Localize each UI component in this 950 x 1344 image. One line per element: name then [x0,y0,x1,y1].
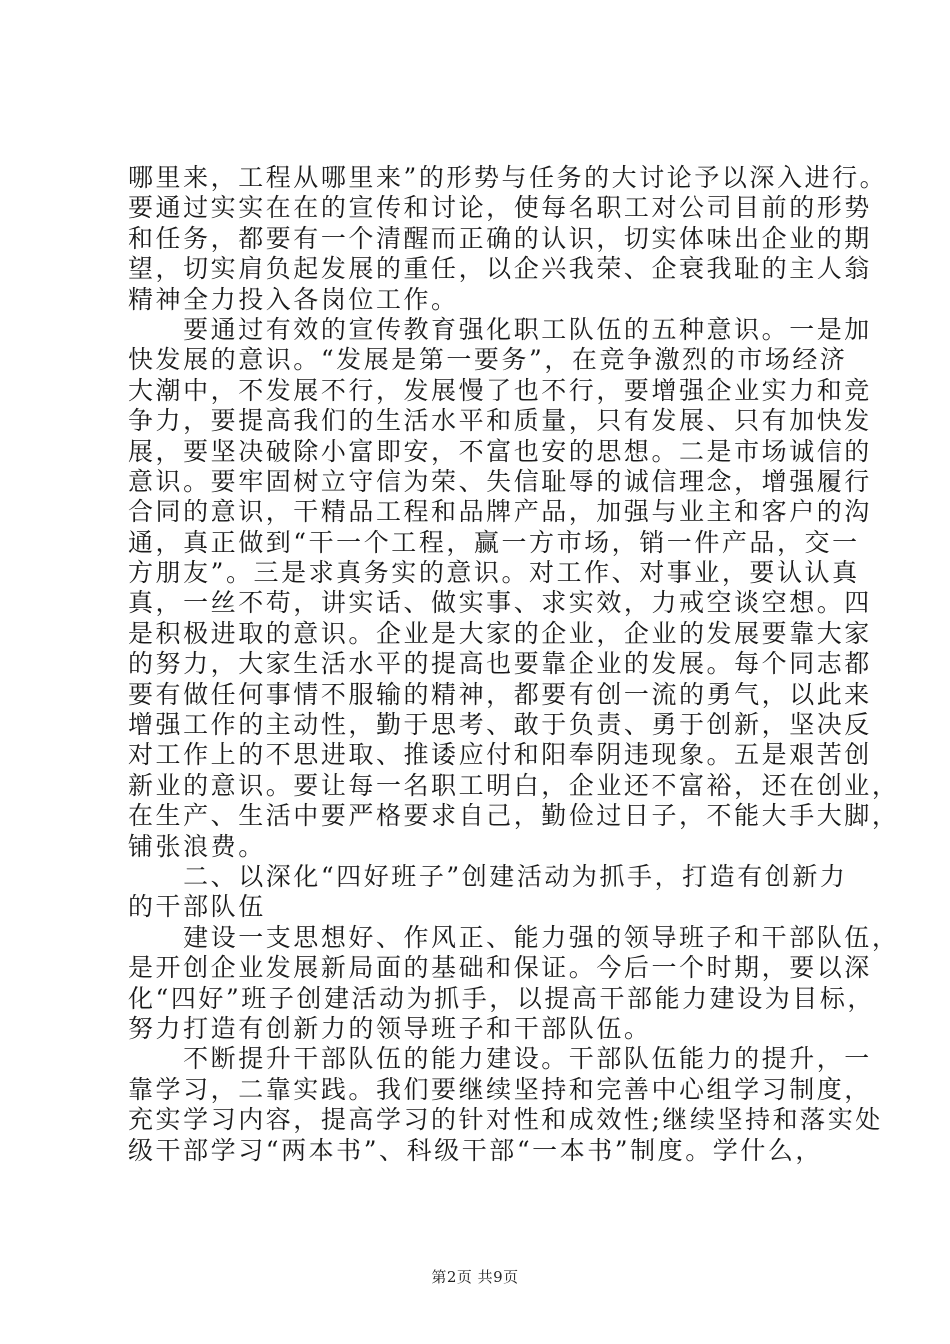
text-line: 和任务，都要有一个清醒而正确的认识，切实体味出企业的期 [128,223,872,253]
text-line: 靠学习，二靠实践。我们要继续坚持和完善中心组学习制度， [128,1074,872,1104]
text-line: 不断提升干部队伍的能力建设。干部队伍能力的提升，一 [128,1044,872,1074]
text-line: 方朋友”。三是求真务实的意识。对工作、对事业，要认认真 [128,558,860,588]
text-line: 快发展的意识。“发展是第一要务”，在竞争激烈的市场经济 [128,345,848,375]
section-heading-line: 的干部队伍 [128,892,266,922]
text-line: 努力打造有创新力的领导班子和干部队伍。 [128,1013,652,1043]
text-line: 通，真正做到“干一个工程，赢一方市场，销一件产品，交一 [128,527,860,557]
text-line: 哪里来，工程从哪里来”的形势与任务的大讨论予以深入进行。 [128,163,888,192]
text-line: 级干部学习“两本书”、科级干部“一本书”制度。学什么， [128,1135,823,1165]
text-line: 精神全力投入各岗位工作。 [128,284,459,314]
body-text [128,163,900,1166]
text-line: 意识。要牢固树立守信为荣、失信耻辱的诚信理念，增强履行 [128,466,872,496]
text-line: 要通过实实在在的宣传和讨论，使每名职工对公司目前的形势 [128,193,872,223]
text-line: 铺张浪费。 [128,831,266,861]
text-line: 要有做任何事情不服输的精神，都要有创一流的勇气，以此来 [128,679,872,709]
text-line: 合同的意识，干精品工程和品牌产品，加强与业主和客户的沟 [128,497,872,527]
page-number-footer: 第2页 共9页 [431,1268,519,1286]
text-line: 要通过有效的宣传教育强化职工队伍的五种意识。一是加 [128,314,872,344]
text-line: 在生产、生活中要严格要求自己，勤俭过日子，不能大手大脚， [128,801,900,831]
text-line: 新业的意识。要让每一名职工明白，企业还不富裕，还在创业， [128,770,900,800]
text-line: 争力，要提高我们的生活水平和质量，只有发展、只有加快发 [128,406,872,436]
text-line: 对工作上的不思进取、推诿应付和阳奉阴违现象。五是艰苦创 [128,740,872,770]
text-line: 化“四好”班子创建活动为抓手，以提高干部能力建设为目标， [128,983,875,1013]
section-heading-line: 二、以深化“四好班子”创建活动为抓手，打造有创新力 [128,861,848,891]
text-line: 是开创企业发展新局面的基础和保证。今后一个时期，要以深 [128,953,872,983]
text-line: 的努力，大家生活水平的提高也要靠企业的发展。每个同志都 [128,649,872,679]
text-line: 展，要坚决破除小富即安，不富也安的思想。二是市场诚信的 [128,436,872,466]
text-line: 望，切实肩负起发展的重任，以企兴我荣、企衰我耻的主人翁 [128,254,872,284]
text-line: 真，一丝不苟，讲实话、做实事、求实效，力戒空谈空想。四 [128,588,872,618]
text-line: 是积极进取的意识。企业是大家的企业，企业的发展要靠大家 [128,618,872,648]
text-line: 充实学习内容，提高学习的针对性和成效性;继续坚持和落实处 [128,1105,883,1135]
text-line: 增强工作的主动性，勤于思考、敢于负责、勇于创新，坚决反 [128,710,872,740]
text-line: 大潮中，不发展不行，发展慢了也不行，要增强企业实力和竞 [128,375,872,405]
text-line: 建设一支思想好、作风正、能力强的领导班子和干部队伍， [128,922,900,952]
